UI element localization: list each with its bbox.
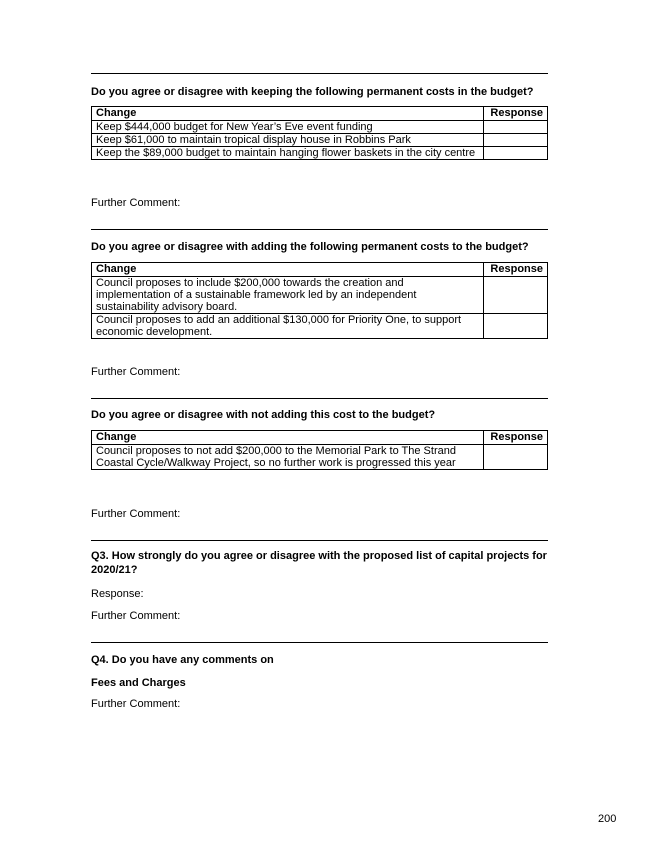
change-cell: Council proposes to add an additional $130,000 for Priority One, to support economic development. [92, 314, 484, 339]
table-row [92, 121, 548, 134]
page-number: 200 [598, 813, 617, 825]
response-cell[interactable] [484, 445, 548, 470]
section-1-table [91, 106, 548, 160]
change-cell: Council proposes to include $200,000 towards the creation and implementation of a sustainable framework led by an independent sustainability advisory board. [92, 277, 484, 314]
table-row [92, 277, 548, 314]
further-comment-label: Further Comment: [91, 197, 181, 209]
table-header-row [92, 263, 548, 277]
section-3-question: Do you agree or disagree with not adding this cost to the budget? [91, 409, 436, 421]
section-3-table [91, 430, 548, 470]
q4-question: Q4. Do you have any comments on [91, 654, 274, 666]
response-cell[interactable] [484, 277, 548, 314]
change-cell: Keep $444,000 budget for New Year’s Eve event funding [92, 121, 484, 134]
divider [91, 642, 548, 643]
further-comment-label: Further Comment: [91, 366, 181, 378]
response-cell[interactable] [484, 134, 548, 147]
divider [91, 398, 548, 399]
divider [91, 540, 548, 541]
table-header-row [92, 431, 548, 445]
further-comment-label: Further Comment: [91, 508, 181, 520]
response-cell[interactable] [484, 121, 548, 134]
further-comment-label: Further Comment: [91, 698, 181, 710]
q4-subheading: Fees and Charges [91, 677, 186, 689]
change-cell: Council proposes to not add $200,000 to the Memorial Park to The Strand Coastal Cycle/Walkway Project, so no further work is progressed this year [92, 445, 484, 470]
table-header-row [92, 107, 548, 121]
divider [91, 73, 548, 74]
response-cell[interactable] [484, 314, 548, 339]
change-header: Change [92, 431, 484, 445]
change-cell: Keep the $89,000 budget to maintain hanging flower baskets in the city centre [92, 147, 484, 160]
change-header: Change [92, 107, 484, 121]
further-comment-label: Further Comment: [91, 610, 181, 622]
response-header: Response [484, 263, 548, 277]
section-2-table [91, 262, 548, 339]
table-row [92, 314, 548, 339]
divider [91, 229, 548, 230]
table-row [92, 445, 548, 470]
table-row [92, 147, 548, 160]
table-row [92, 134, 548, 147]
change-header: Change [92, 263, 484, 277]
response-cell[interactable] [484, 147, 548, 160]
response-header: Response [484, 431, 548, 445]
change-cell: Keep $61,000 to maintain tropical display house in Robbins Park [92, 134, 484, 147]
section-2-question: Do you agree or disagree with adding the following permanent costs to the budget? [91, 241, 529, 253]
q3-question: Q3. How strongly do you agree or disagree with the proposed list of capital projects for 2020/21? [91, 550, 547, 576]
response-header: Response [484, 107, 548, 121]
q3-response-label: Response: [91, 588, 144, 600]
section-1-question: Do you agree or disagree with keeping the following permanent costs in the budget? [91, 86, 534, 98]
